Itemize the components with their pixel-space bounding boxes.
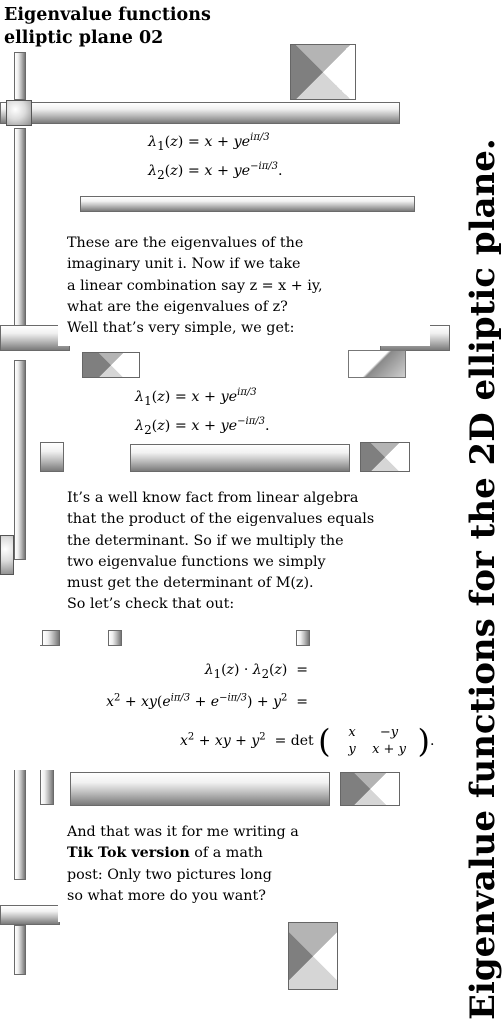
bevel-tile: [340, 772, 400, 806]
bevel-tile: [70, 772, 330, 806]
matrix: [337, 724, 411, 758]
text-line: Tik Tok version of a math: [67, 845, 263, 862]
bevel-tile: [108, 630, 122, 646]
bevel-tile: [80, 196, 415, 212]
page-title: [4, 4, 211, 50]
matrix-cell: −y: [379, 725, 399, 740]
paragraph-3: [67, 822, 299, 907]
expansion-line: $x^2 + xy(e^{i\pi/3} + e^{-i\pi/3}) + y^2$ =: [106, 692, 308, 710]
bevel-knob: [0, 535, 14, 575]
bevel-tile: [288, 922, 338, 990]
paragraph-2: [67, 488, 374, 616]
text-line: imaginary unit i. Now if we take: [67, 256, 301, 273]
text-line: the determinant. So if we multiply the: [67, 532, 344, 549]
bevel-tile: [14, 360, 26, 560]
text-line: Well that’s very simple, we get:: [67, 320, 295, 337]
determinant-line: $x^2$ + xy + $y^2 = \det$ ( x −y y x + y ).: [180, 722, 435, 760]
bevel-tile: [0, 905, 60, 925]
equation-line: $\lambda_1(z) = x + ye^{i\pi/3}$: [148, 132, 270, 153]
bevel-tile: [14, 52, 26, 100]
bevel-tile: [42, 630, 60, 646]
paragraph-1: [67, 233, 323, 339]
bevel-tile: [290, 44, 356, 100]
equation-block-1: [148, 130, 283, 188]
equation-block-2: [135, 385, 270, 443]
equation-line: $\lambda_2(z) = x + ye^{-i\pi/3}$.: [135, 416, 270, 437]
text-line: So let’s check that out:: [67, 596, 235, 613]
equation-line: $\lambda_2(z) = x + ye^{-i\pi/3}$.: [148, 161, 283, 182]
bevel-tile: [40, 442, 64, 472]
left-paren: (: [318, 722, 331, 760]
bevel-knob: [6, 100, 32, 126]
title-line: Eigenvalue functions: [4, 5, 211, 25]
text-line: post: Only two pictures long: [67, 866, 272, 883]
bevel-tile: [14, 128, 26, 328]
bevel-tile: [360, 442, 410, 472]
matrix-cell: y: [348, 742, 356, 757]
matrix-cell: x + y: [372, 742, 406, 757]
bevel-tile: [0, 102, 400, 124]
text-line: what are the eigenvalues of z?: [67, 298, 288, 315]
text-line: must get the determinant of M(z).: [67, 575, 314, 592]
text-line: so what more do you want?: [67, 887, 266, 904]
bevel-tile: [296, 630, 310, 646]
text-line: And that was it for me writing a: [67, 824, 299, 840]
text-line: These are the eigenvalues of the: [67, 235, 304, 251]
text-line: It’s a well know fact from linear algebra: [67, 490, 359, 506]
text-line: two eigenvalue functions we simply: [67, 553, 326, 570]
equation-line: $\lambda_1(z) = x + ye^{i\pi/3}$: [135, 387, 257, 408]
matrix-cell: x: [348, 725, 356, 740]
text-line: that the product of the eigenvalues equals: [67, 511, 375, 528]
side-title: Eigenvalue functions for the 2D elliptic plane.: [463, 138, 503, 1020]
product-line: $\lambda_1(z) \cdot \lambda_2(z)$ =: [204, 662, 308, 681]
bevel-tile: [348, 350, 406, 378]
right-paren: ): [417, 722, 430, 760]
bevel-tile: [82, 352, 140, 378]
text-line: a linear combination say z = x + iy,: [67, 277, 323, 294]
bevel-tile: [130, 444, 350, 472]
title-line: elliptic plane 02: [4, 28, 164, 48]
bevel-tile: [14, 925, 26, 975]
